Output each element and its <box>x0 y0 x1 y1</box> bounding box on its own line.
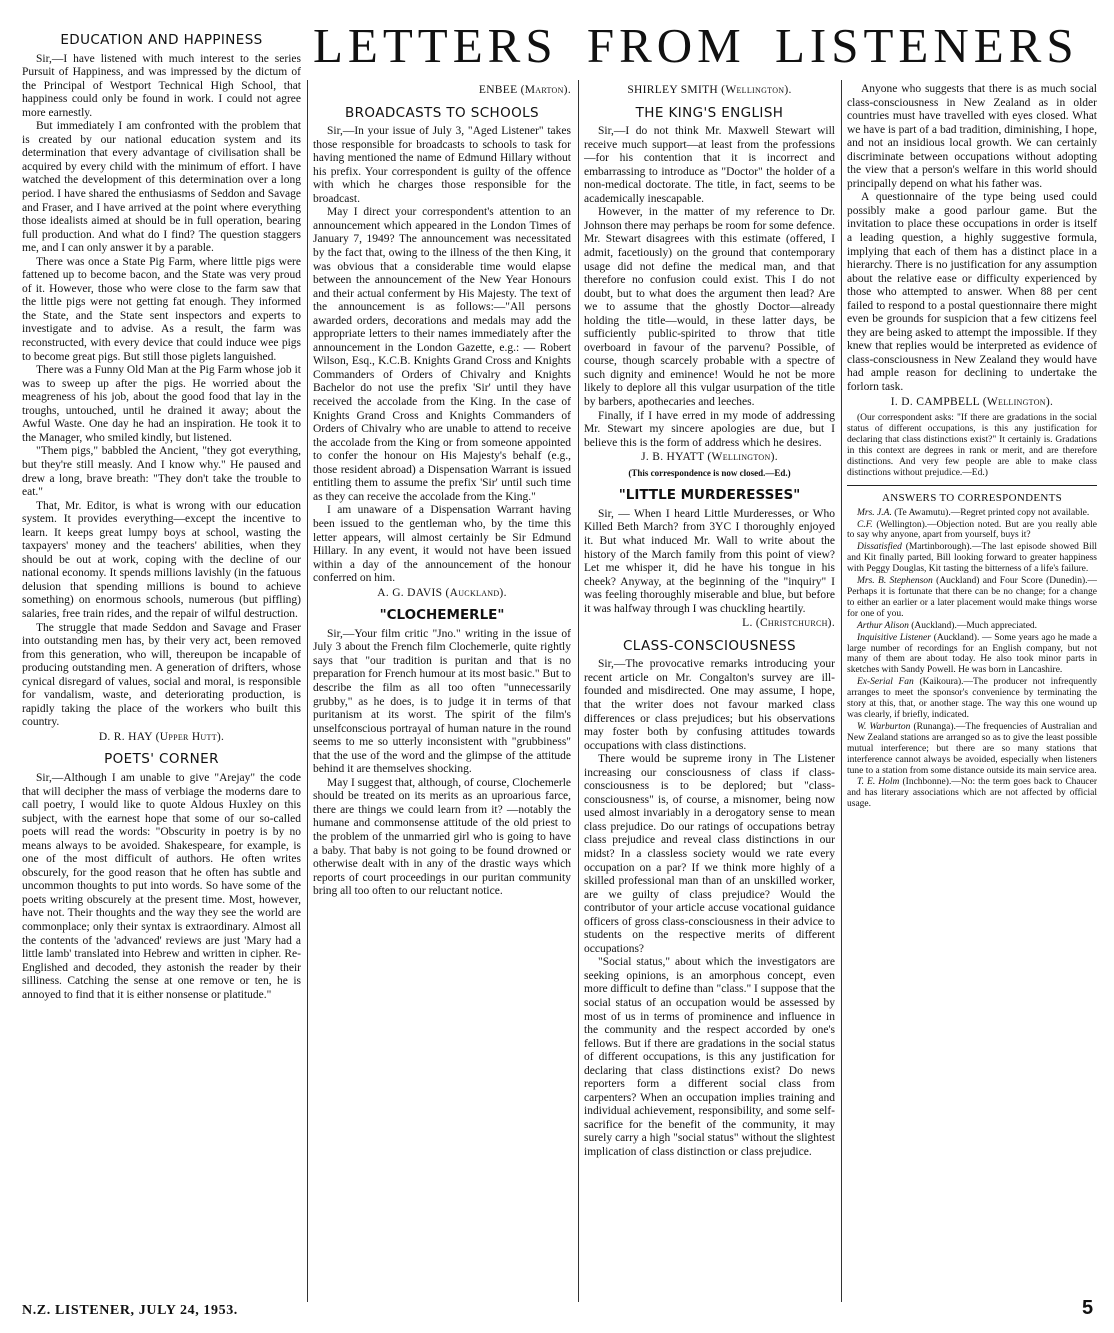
letter-paragraph: A questionnaire of the type being used could possibly make a good parlour game. But the invitation to place these occupations in order is itself a leading question, a highly suggestive formula, implying that each of them has a distinct place in a hierarchy. There is no justification for any assumption about the relative ease or difficulty experienced by those who attempted to answer. When 88 per cent failed to respond to a postal questionnaire there might even be grounds for suspicion that a few citizens feel they are being asked to attempt the impossible. If they knew that replies would be interpreted as evidence of class-consciousness in New Zealand they would have had ample reason for declining to undertake the forlorn task. <box>847 191 1097 394</box>
column-divider <box>841 80 842 1302</box>
letter-paragraph: Sir,—Although I am unable to give "Arejay" the code that will decipher the mass of verbiage the moderns dare to call poetry, I would like to quote Aldous Huxley on this subject, with the earnest hope that some of our so-called poets will read the words: "Obscurity in poetry is by no means always to be avoided. Shakespeare, for example, is one of the most difficult of authors. He often writes obscurely, for the good reason that he often has subtle and uncommon thoughts to put into words. So have some of the poets writing obscurely at the present time. Most, however, have not. Their thoughts and the way they see the world are commonplace; only their syntax is extraordinary. Almost all the contents of the 'advanced' reviews are just 'Mary had a little lamb' translated into Hebrew and written in cipher. Re-Englished and decoded, they astonish the reader by their silliness. Catching the sense at one remove or ten, he is annoyed to find that it is either nonsense or platitude." <box>22 771 301 1001</box>
letter-paragraph: Sir,—I have listened with much interest to the series Pursuit of Happiness, and was impressed by the dictum of the Principal of Westport Technical High School, that happiness could only be found in work. I could not agree more earnestly. <box>22 52 301 119</box>
answer-name: T. E. Holm <box>857 777 900 788</box>
answer-item <box>847 508 1097 519</box>
answer-name: Mrs. J.A. <box>857 507 892 518</box>
answer-item <box>847 576 1097 620</box>
answer-name: Ex-Serial Fan <box>857 677 914 688</box>
answers-list <box>847 508 1097 810</box>
letter-paragraph: Finally, if I have erred in my mode of addressing Mr. Stewart my sincere apologies are due, but I believe this is the form of address which he desires. <box>584 409 835 449</box>
answer-name: W. Warburton <box>857 721 911 732</box>
heading-poets-corner: POETS' CORNER <box>104 751 219 768</box>
answer-item <box>847 633 1097 677</box>
answer-place: (Martinborough). <box>905 542 972 553</box>
answer-name: Arthur Alison <box>857 620 909 631</box>
answer-text: —Perhaps it is fortunate that there can be no change; for a change to either an earlier or a later placement would make things worse for one of you. <box>847 576 1097 619</box>
answer-text: —The last episode showed Bill and Kit finally parted, Bill looking forward to greater happiness with Peggy Douglas, Kit tasting the bitterness of a life's failure. <box>847 542 1097 575</box>
column-2 <box>313 83 571 1296</box>
heading-class-consciousness: CLASS-CONSCIOUSNESS <box>622 637 797 654</box>
letter-paragraph: There was a Funny Old Man at the Pig Farm whose job it was to sweep up after the pigs. He worried about the meagreness of his job, about the good food that lay in the troughs, untouched, until he drained it away; about the Awful Waste. One day he had an inspiration. He took it to the Manager, who smiled kindly, but listened. <box>22 364 301 444</box>
signature: J. B. HYATT (Wellington). <box>641 451 778 464</box>
answer-place: (Kaikoura). <box>919 677 964 688</box>
heading-kings-english: THE KING'S ENGLISH <box>635 104 784 121</box>
column-4 <box>847 83 1097 1296</box>
letter-paragraph: The struggle that made Seddon and Savage and Fraser into outstanding men has, by their very act, been removed from this generation, who will, thereupon be incapable of producing outstanding men. A generation of drifters, whose cynical disregard of values, social and moral, is responsible for vandalism, waste, and deteriorating production, is rapidly taking the place of the workers who built this country. <box>22 621 301 729</box>
letter-paragraph: Sir,—The provocative remarks introducing your recent article on Mr. Congalton's survey are ill-founded and misdirected. One may assume, I hope, that the writer does not favour marked class differences or class prejudices; but his observations may foster both by confusing attitudes towards occupations with class distinctions. <box>584 658 835 752</box>
answer-name: C.F. <box>857 519 873 530</box>
letter-paragraph: May I suggest that, although, of course, Clochemerle should be treated on its merits as an uproarious farce, there are things we could learn from it? —notably the humane and commonsense attitude of the old priest to the problem of the unmarried girl who is going to have a baby. That baby is not going to be found drowned or otherwise dealt with in any of the drastic ways which reports of court proceedings in our puritan community bring all too often to our reluctant notice. <box>313 776 571 898</box>
answer-name: Inquisitive Listener <box>857 632 931 643</box>
column-3 <box>584 83 835 1296</box>
editor-note: (This correspondence is now closed.—Ed.) <box>628 467 791 478</box>
answer-text: —Regret printed copy not available. <box>950 507 1090 518</box>
letter-paragraph: "Them pigs," babbled the Ancient, "they got everything, but they're still measly. And I know why." He paused and drew a long, brave breath: "They don't take the trouble to eat." <box>22 445 301 499</box>
masthead-title: LETTERS FROM LISTENERS <box>313 18 1079 73</box>
answer-place: (Auckland). <box>911 620 957 631</box>
signature: ENBEE (Marton). <box>478 84 571 96</box>
signature: D. R. HAY (Upper Hutt). <box>98 730 225 743</box>
answer-name: Dissatisfied <box>857 542 902 553</box>
answer-text: —Objection noted. But are you really able to say why anyone, apart from yourself, buys it? <box>847 519 1097 541</box>
signature: A. G. DAVIS (Auckland). <box>377 586 507 599</box>
answer-item <box>847 677 1097 721</box>
answer-place: (Runanga). <box>913 721 956 732</box>
editor-note <box>847 413 1097 479</box>
answer-item <box>847 777 1097 810</box>
answer-item <box>847 542 1097 575</box>
answer-text: —No: the term goes back to Chaucer and has literary associations which are not affected by official usage. <box>847 777 1097 810</box>
answer-text: —The frequencies of Australian and New Zealand stations are arranged so as to give the least possible mutual interference; but there are so many stations that interference cannot always be avoided, especially when listeners tune to a station from some distance outside its main service area. <box>847 721 1097 776</box>
answer-place: (Wellington). <box>876 519 928 530</box>
answer-place: (Auckland). <box>933 632 980 643</box>
answer-text: —The producer not infrequently arranges to meet the sponsor's convenience by terminating the story at this, that, or another stage. The way this one wound up was clearly, if briefly, indicated. <box>847 677 1097 720</box>
answer-place: (Auckland) and Four Score (Dunedin). <box>936 576 1088 587</box>
letter-paragraph: There was once a State Pig Farm, where little pigs were fattened up to become bacon, and the State was very proud of it. However, those who were close to the farm saw that the little pigs were not getting fat enough. They informed the State, and the State sent inspectors and experts to investigate and to advise. As a result, the farm was reconstructed, with every device that could induce wee pigs to become great pigs. But still those piglets languished. <box>22 255 301 363</box>
letter-paragraph: Sir,—In your issue of July 3, "Aged Listener" takes those responsible for broadcasts to schools to task for having mentioned the name of Edmund Hillary without his prefix. Your correspondent is guilty of the offence with which he charges those responsible for the broadcast. <box>313 125 571 205</box>
section-rule <box>847 485 1097 486</box>
answer-text: — Some years ago he made a large number of recordings for an English company, but not many of them are about today. He also took minor parts in sketches with Sandy Powell. He was born in Lancashire. <box>847 632 1097 676</box>
heading-broadcasts: BROADCASTS TO SCHOOLS <box>344 104 540 121</box>
letter-paragraph: There would be supreme irony in The Listener increasing our consciousness of class if class-consciousness is to be deplored; but "class-consciousness" is, of course, a misnomer, being now used almost invariably in a derogatory sense to mean class prejudice. Do our ratings of occupations betray class prejudice and reveal class distinctions in our midst? In a classless society would we rate every occupation on a par? If we think more highly of a skilled professional man than of an unskilled worker, are we guilty of class prejudice? Would the contributor of your article accuse vocational guidance officers of gross class-consciousness in their advice to students on the respective merits of different occupations? <box>584 753 835 955</box>
letter-paragraph: May I direct your correspondent's attention to an announcement which appeared in the London Times of January 7, 1949? The announcement was necessitated by the fact that, owing to the illness of the then King, it was obvious that a considerable time would elapse between the announcement of the New Year Honours and their actual conferment by His Majesty. The text of the announcement is as follows:—"All persons awarded orders, decorations and medals may add the appropriate letters to their names immediately after the announcement in the London Gazette, e.g.: — Robert Wilson, Esq., K.C.B. Knights Grand Cross and Knights Commanders of Orders of Chivalry and Knights Bachelor do not use the prefix 'Sir' until they have received the accolade from the King. In the case of Knights Grand Cross and Knights Commanders of Orders of Chivalry who are unable to attend to receive the accolade from the King or from someone appointed to confer the honour on His Majesty's behalf (e.g., those resident abroad) a Dispensation Warrant is issued entitling them to assume the prefix 'Sir' until such time as they can receive the accolade from the King." <box>313 206 571 503</box>
answer-place: (Te Awamutu). <box>894 507 951 518</box>
heading-education: EDUCATION AND HAPPINESS <box>60 34 263 48</box>
letter-paragraph: But immediately I am confronted with the problem that is created by our national education system and its determination that every advantage of civilisation shall be acquired by every child with the minimum of effort. I have watched the development of this determination over a long period. I have shared the enthusiasms of Seddon and Savage and Fraser, and I have arrived at the point where everything those idealists aimed at should be in full operation, bearing full production. And what do I find? The question staggers me, and I can only answer it by a parable. <box>22 120 301 255</box>
signature: I. D. CAMPBELL (Wellington). <box>890 395 1054 408</box>
letter-paragraph: Sir,—I do not think Mr. Maxwell Stewart will receive much support—at least from the professions—for his contention that it is incorrect and embarrassing to introduce as "Doctor" the holder of a non-medical doctorate. The title, in fact, seems to be academically inescapable. <box>584 125 835 205</box>
answer-name: Mrs. B. Stephenson <box>857 576 933 587</box>
letter-paragraph: Sir, — When I heard Little Murderesses, or Who Killed Beth March? from 3YC I thoroughly enjoyed it. But what induced Mr. Wall to write about the history of the March family from this point of view? Let me whisper it, did he have his tongue in his cheek? Anyway, at the beginning of the "inquiry" I was feeling thoroughly miserable and blue, but before it was halfway through I was chuckling heartily. <box>584 507 835 615</box>
letter-paragraph: Anyone who suggests that there is as much social class-consciousness in New Zealand as in older countries must have travelled with eyes closed. What we have is part of a bad tradition, diminishing, I hope, and not an insidious local growth. We can certainly discriminate between occupations without adopting the view that a person's welfare in this world should principally depend on what his father was. <box>847 83 1097 190</box>
column-1 <box>22 34 301 1296</box>
letter-paragraph: "Social status," about which the investigators are seeking opinions, is an amorphous concept, even more difficult to define than "class." I suppose that the social status of an occupation would be assessed by most of us in terms of prominence and influence in the community and the respect accorded by one's fellows. But if there are gradations in the social status of different occupations, is this any justification for declaring that class distinctions exist? Do news reporters form a different social class from carpenters? When an occupation implies training and individual achievement, responsibility, and some self-sacrifice for the benefit of the community, it may surely carry a high "social status" without the slightest implication of class distinction or class prejudice. <box>584 956 835 1159</box>
answer-item <box>847 520 1097 542</box>
answer-item <box>847 621 1097 632</box>
letter-paragraph: That, Mr. Editor, is what is wrong with our education system. It provides everything—except the incentive to learn. It keeps great lumpy boys at school, wasting the taxpayers' money and the teachers' abilities, when they should be out at work, coping with the decline of our national economy. It spends millions lavishly (in the fatuous delusion that spending millions is bound to achieve something) on enormous schools, numerous (but piffling) salaries, free train rides, and the repair of wilful destruction. <box>22 499 301 620</box>
editor-note-text: (Our correspondent asks: "If there are gradations in the social status of different occupations, is this any justification for declaring that class distinctions exist?" It certainly is. Gradations in this context are degrees in rank or merit, and are therefore distinctions. And very few people are able to make class distinctions without prejudice.—Ed.) <box>847 413 1097 479</box>
page-number: 5 <box>1082 1297 1094 1319</box>
answer-text: —Much appreciated. <box>956 620 1038 631</box>
heading-little-murderesses: "LITTLE MURDERESSES" <box>618 487 801 504</box>
signature: SHIRLEY SMITH (Wellington). <box>627 84 792 96</box>
column-divider <box>307 80 308 1302</box>
footer-issue-date: N.Z. LISTENER, JULY 24, 1953. <box>22 1303 238 1318</box>
letter-paragraph: However, in the matter of my reference to Dr. Johnson there may perhaps be room for some defence. Mr. Stewart disagrees with this estimate (offered, I admit, facetiously) on the ground that contemporary usage did not define the medical man, and that therefore no confusion could exist. This I do not doubt, but to what does the argument then lead? Are we to assume that the ghostly Doctor—already holding the title—would, in these latter days, be sufficiently public-spirited to throw that title overboard in favour of the parvenu? Possible, of course, though scarcely probable with a spectre of such dignity and eminence! Would he not be more likely to deplore all this vulgar usurpation of the title by barbers, apothecaries and leeches. <box>584 206 835 409</box>
column-divider <box>578 80 579 1302</box>
heading-answers: ANSWERS TO CORRESPONDENTS <box>881 492 1063 505</box>
answer-place: (Inchbonne). <box>902 777 952 788</box>
answer-item <box>847 722 1097 777</box>
heading-clochemerle: "CLOCHEMERLE" <box>379 607 505 624</box>
letter-paragraph: Sir,—Your film critic "Jno." writing in the issue of July 3 about the French film Clochemerle, quite rightly says that "our tradition is puritan and that is no preparation for French humour at its most basic." But to describe the film as all too often "unnecessarily grubby," as he does, is to judge it in terms of that puritanism at its worst. The spirit of the film's unselfconscious portrayal of human nature in the round seems to me so utterly inconsistent with "grubbiness" that the use of the word and the glimpse of the attitude behind it are themselves shocking. <box>313 627 571 776</box>
signature: L. (Christchurch). <box>742 617 835 630</box>
letter-paragraph: I am unaware of a Dispensation Warrant having been issued to the gentleman who, by the time this letter appears, will almost certainly be Sir Edmund Hillary. In any event, it would not have been issued within a day of the announcement of the honour conferred on him. <box>313 504 571 585</box>
